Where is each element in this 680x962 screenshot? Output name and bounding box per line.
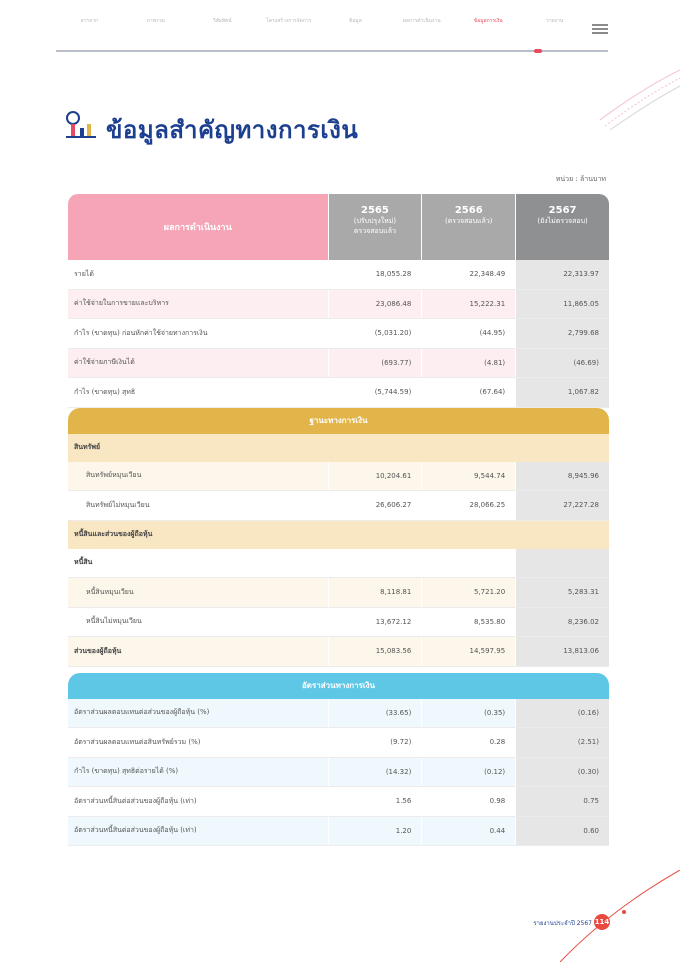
row-value: 0.60 <box>516 817 609 846</box>
row-label: อัตราส่วนผลตอบแทนต่อสินทรัพย์รวม (%) <box>74 737 201 746</box>
balance-sheet-band: ฐานะทางการเงิน <box>68 408 609 434</box>
row-value: (0.12) <box>422 758 515 787</box>
row-label: หนี้สินหมุนเวียน <box>68 578 328 607</box>
nav-item[interactable]: รายงาน <box>546 18 564 24</box>
row-value: 8,118.81 <box>329 578 422 607</box>
row-value: 8,945.96 <box>516 462 609 491</box>
row-label: กำไร (ขาดทุน) สุทธิ <box>74 387 136 396</box>
row-label: อัตราส่วนผลตอบแทนต่อส่วนของผู้ถือหุ้น (%) <box>68 699 328 728</box>
row-label: หนี้สินไม่หมุนเวียน <box>86 617 142 626</box>
row-value: 8,535.80 <box>473 617 506 626</box>
row-value: (0.16) <box>516 699 609 728</box>
year-label: 2565 <box>361 205 389 216</box>
year-header <box>329 194 422 260</box>
row-value: 14,597.95 <box>422 637 515 666</box>
row-value: 1.20 <box>329 817 422 846</box>
row-value: (693.77) <box>329 349 422 378</box>
table-row <box>68 608 609 638</box>
row-label: อัตราส่วนหนี้สินต่อส่วนของผู้ถือหุ้น (เท่า) <box>68 817 328 846</box>
table-row <box>68 549 609 579</box>
row-value: (5,744.59) <box>374 388 412 397</box>
year-note: (ตรวจสอบแล้ว) <box>445 217 493 225</box>
table-row <box>68 378 609 408</box>
row-value: 0.28 <box>489 738 506 747</box>
row-value: 1.56 <box>395 797 412 806</box>
table-row <box>68 578 609 608</box>
nav-item[interactable]: ผลการดำเนินงาน <box>402 18 441 24</box>
table-row <box>68 319 609 349</box>
row-value: 22,313.97 <box>516 260 609 289</box>
row-label: ส่วนของผู้ถือหุ้น <box>68 637 328 666</box>
row-value <box>422 549 515 578</box>
row-value: (9.72) <box>390 738 412 747</box>
row-value: 22,348.49 <box>469 270 506 279</box>
table-row <box>68 260 609 290</box>
table-row <box>68 491 609 521</box>
row-value: (0.35) <box>422 699 515 728</box>
table-row <box>68 758 609 788</box>
table-row <box>68 462 609 492</box>
subheader-label: สินทรัพย์ <box>68 434 609 462</box>
row-value: 9,544.74 <box>422 462 515 491</box>
menu-icon[interactable] <box>592 18 608 34</box>
footer-report-title: รายงานประจำปี 2567 <box>533 920 592 927</box>
row-value: (2.51) <box>516 728 609 757</box>
row-value: 11,865.05 <box>516 290 609 319</box>
row-value: (46.69) <box>516 349 609 378</box>
row-value: 1,067.82 <box>516 378 609 407</box>
page-number: 114 <box>594 914 610 930</box>
row-value: 10,204.61 <box>329 462 422 491</box>
financial-table <box>68 194 609 846</box>
nav-item[interactable]: สารจาก <box>80 18 98 24</box>
section-subheader <box>68 434 609 462</box>
nav-item[interactable]: ภาพรวม <box>146 18 165 24</box>
row-value: 27,227.28 <box>516 491 609 520</box>
nav-item[interactable]: ข้อมูล <box>348 18 362 24</box>
row-value: (67.64) <box>479 388 506 397</box>
top-nav <box>56 18 608 42</box>
table-row <box>68 699 609 729</box>
section-subheader <box>68 521 609 549</box>
row-value: 5,721.20 <box>422 578 515 607</box>
row-value: 23,086.48 <box>329 290 422 319</box>
row-value: 0.75 <box>516 787 609 816</box>
row-value: 15,083.56 <box>329 637 422 666</box>
subheader-label: หนี้สินและส่วนของผู้ถือหุ้น <box>68 521 609 549</box>
finance-chart-icon <box>64 110 98 140</box>
table-row <box>68 637 609 667</box>
row-label: อัตราส่วนหนี้สินต่อส่วนของผู้ถือหุ้น (เท่า) <box>74 796 197 805</box>
year-label: 2566 <box>454 205 483 216</box>
row-value: (0.30) <box>516 758 609 787</box>
row-value: (44.95) <box>479 329 506 338</box>
row-value: 28,066.25 <box>469 501 506 510</box>
table-row <box>68 728 609 758</box>
year-label: 2567 <box>548 205 577 216</box>
row-value: (14.32) <box>329 758 422 787</box>
row-label: รายได้ <box>74 269 94 278</box>
ratio-band: อัตราส่วนทางการเงิน <box>68 673 609 699</box>
row-value: 8,236.02 <box>516 608 609 637</box>
row-value: 26,606.27 <box>375 501 412 510</box>
table-header <box>68 194 609 260</box>
row-value: 18,055.28 <box>375 270 412 279</box>
corner-swoosh-decoration <box>600 60 680 130</box>
row-label: กำไร (ขาดทุน) สุทธิต่อรายได้ (%) <box>68 758 328 787</box>
row-value: 5,283.31 <box>516 578 609 607</box>
row-value: 2,799.68 <box>516 319 609 348</box>
row-label: ค่าใช้จ่ายภาษีเงินได้ <box>68 349 328 378</box>
nav-item[interactable]: วิสัยทัศน์ <box>212 18 232 24</box>
row-value: 13,672.12 <box>375 617 412 626</box>
row-label: สินทรัพย์ไม่หมุนเวียน <box>86 500 150 509</box>
row-value: 0.98 <box>489 797 506 806</box>
row-value <box>329 549 422 578</box>
row-value: 0.44 <box>422 817 515 846</box>
row-label: กำไร (ขาดทุน) ก่อนหักค่าใช้จ่ายทางการเงิน <box>74 328 208 337</box>
row-value: (4.81) <box>422 349 515 378</box>
header-label: ผลการดำเนินงาน <box>68 194 328 260</box>
unit-note: หน่วย : ล้านบาท <box>555 175 606 183</box>
table-row <box>68 290 609 320</box>
row-value: 13,813.06 <box>516 637 609 666</box>
year-note: ตรวจสอบแล้ว <box>353 227 396 235</box>
year-note: (ปรับปรุงใหม่) <box>353 217 397 225</box>
footer-swoosh-decoration <box>560 870 680 962</box>
row-value: (33.65) <box>329 699 422 728</box>
row-value: 15,222.31 <box>422 290 515 319</box>
table-row <box>68 349 609 379</box>
row-label: หนี้สิน <box>74 558 93 567</box>
row-value <box>516 549 609 578</box>
nav-item[interactable]: โครงสร้างการจัดการ <box>266 18 312 24</box>
year-header <box>516 194 609 260</box>
year-note: (ยังไม่ตรวจสอบ) <box>537 217 588 225</box>
row-label: สินทรัพย์หมุนเวียน <box>68 462 328 491</box>
row-label: ค่าใช้จ่ายในการขายและบริหาร <box>68 290 328 319</box>
nav-progress-marker <box>534 49 542 53</box>
page-title: ข้อมูลสำคัญทางการเงิน <box>106 116 359 144</box>
table-row <box>68 817 609 847</box>
table-row <box>68 787 609 817</box>
nav-progress-line <box>56 50 608 52</box>
nav-item[interactable]: ข้อมูลการเงิน <box>473 18 503 24</box>
row-value: (5,031.20) <box>374 329 412 338</box>
year-header <box>422 194 515 260</box>
